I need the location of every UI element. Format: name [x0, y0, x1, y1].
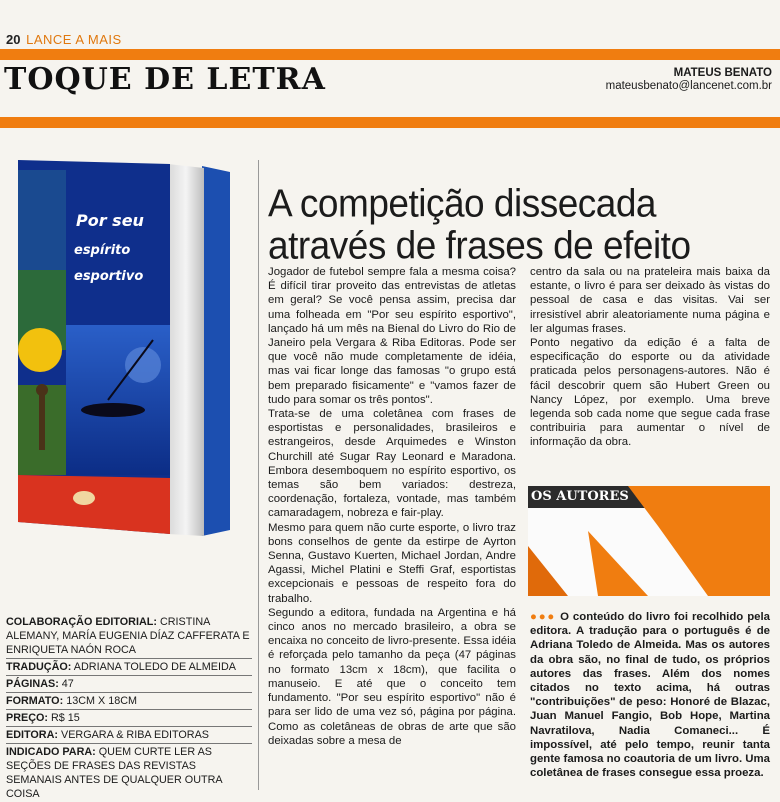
article-paragraph: Mesmo para quem não curte esporte, o livro traz bons conselhos de gente da estirpe de Ayrton Senna, Gustavo Kuerten, Michael Jordan, Andre Agassi, Michel Platini e Steffi Graf, esportistas excepcionais e pessoas de respeito fora do trabalho. [268, 521, 516, 605]
credit-value: ADRIANA TOLEDO DE ALMEIDA [73, 661, 236, 673]
cover-red-band [18, 475, 170, 534]
page-header [0, 0, 780, 52]
article-paragraph: centro da sala ou na prateleira mais baixa da estante, o livro é para ser deixado às vistas do pessoal de casa e das visitas. Vai ser irresistível abrir aleatoriamente numa página e ler algumas frases. [530, 266, 770, 335]
ball-icon [18, 328, 62, 372]
column-divider [258, 160, 259, 790]
article-paragraph: Trata-se de uma coletânea com frases de esportistas e personalidades, brasileiros e estrangeiros, desde Arquimedes e Winston Churchill até Sugar Ray Leonard e Maradona. Embora desemboquem no espírito esportivo, os temas são bem variados: destreza, coordenação, fortaleza, vontade, mas também camaradagem, nobreza e fair-play. [268, 408, 516, 520]
credit-row [6, 727, 252, 744]
credit-value: QUEM CURTE LER AS SEÇÕES DE FRASES DAS REVISTAS SEMANAIS ANTES DE QUALQUER OUTRA COISA [6, 746, 222, 800]
article-headline: A competição dissecada através de frases de efeito [268, 181, 691, 267]
autores-paragraph: O conteúdo do livro foi recolhido pela editora. A tradução para o português é de Adriana Toledo de Almeida. Mas os autores da obra são, no final de tudo, os próprios autores das frases. Além dos nomes citados no texto acima, há outras "contribuições" de peso: Honoré de Blazac, Juan Manuel Fangio, Bob Hope, Martina Navratilova, Nadia Comaneci... É impossível, até pelo tempo, reunir tanta gente famosa no coautoria de um livro. Uma coletânea de frases consegue essa proeza. [530, 611, 771, 780]
bullet-icon: ●●● [530, 611, 557, 623]
book-cover-image [18, 160, 236, 540]
book-pages [168, 164, 204, 536]
credit-value: CRISTINA ALEMANY, MARÍA EUGENIA DÍAZ CAFFERATA E ENRIQUETA NAÓN ROCA [6, 616, 250, 656]
article-paragraph: Segundo a editora, fundada na Argentina e há cinco anos no mercado brasileiro, a obra se encaixa no conceito de livro-presente. Essa idéia é reforçada pelo tamanho da peça (47 páginas no formato 13cm x 18cm), que facilita o manuseio. E até que o conceito tem fundamento. "Por seu espírito esportivo" não é para ser lido de uma vez só, página por página. Como as coletâneas de obras de arte que são deixadas sobre a mesa de [268, 606, 516, 747]
byline [606, 67, 772, 93]
credit-label: TRADUÇÃO: [6, 661, 72, 673]
cover-title-line1: Por seu [76, 211, 144, 230]
credit-label: EDITORA: [6, 729, 58, 741]
autores-graphic [528, 486, 770, 596]
surfboard [81, 403, 145, 417]
credit-row [6, 693, 252, 710]
article-paragraph: Ponto negativo da edição é a falta de especificação do esporte ou da atividade praticada pelos personagens-autores. Não é fácil descobrir quem são Hubert Green ou Nancy López, por exemplo. Uma breve legenda sob cada nome que segue cada frase contribuiria para aumentar o nível de informação da obra. [530, 337, 770, 449]
credit-label: INDICADO PARA: [6, 746, 96, 758]
orange-stripe-bottom [0, 117, 780, 128]
author-name: MATEUS BENATO [673, 67, 772, 79]
credit-label: PÁGINAS: [6, 678, 59, 690]
article-column-2 [530, 265, 770, 450]
section-name: LANCE A MAIS [26, 32, 122, 47]
player-head [36, 384, 48, 396]
author-email[interactable]: mateusbenato@lancenet.com.br [605, 80, 772, 92]
cover-title-line3: esportivo [74, 269, 144, 284]
article-column-1 [268, 265, 516, 748]
photo-windsurf [66, 325, 170, 475]
cover-title-line2: espírito [74, 243, 131, 258]
book-credits [6, 614, 252, 802]
credit-row [6, 614, 252, 659]
article-paragraph: Jogador de futebol sempre fala a mesma coisa? É difícil tirar proveito das entrevistas de atletas em geral? Se você pensa assim, precisa dar uma folheada em "Por seu espírito esportivo", lançado há um mês na Bienal do Livro do Rio de Janeiro pela Vergara & Riba Editoras. Pode ser que você não mude completamente de idéia, mas vai ficar longe das famosas "o grupo está bem preparado fisicamente" e "vamos fazer de tudo para somar os três pontos". [268, 266, 516, 406]
credit-value: 13CM X 18CM [66, 695, 137, 707]
page-number [6, 32, 122, 47]
credit-row [6, 744, 252, 802]
column-title: TOQUE DE LETRA [4, 62, 326, 97]
book-back-spine [202, 166, 230, 536]
credit-label: COLABORAÇÃO EDITORIAL: [6, 616, 157, 628]
autores-text [530, 610, 770, 780]
credit-value: 47 [61, 678, 74, 690]
orange-stripe-top [0, 49, 780, 60]
photo-sky [18, 170, 66, 270]
credit-row [6, 710, 252, 727]
publisher-logo-icon [73, 491, 95, 505]
autores-title: OS AUTORES [531, 489, 629, 504]
page-number-value: 20 [6, 32, 21, 47]
credit-label: FORMATO: [6, 695, 64, 707]
credit-value: VERGARA & RIBA EDITORAS [61, 729, 210, 741]
credit-row [6, 676, 252, 693]
credit-label: PREÇO: [6, 712, 48, 724]
credit-value: R$ 15 [51, 712, 80, 724]
credit-row [6, 659, 252, 676]
